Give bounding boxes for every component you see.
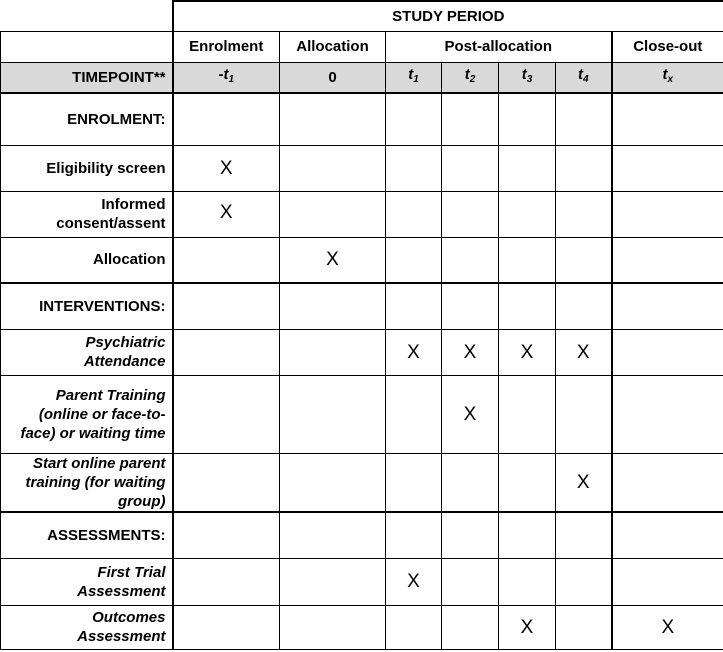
cell bbox=[173, 237, 280, 283]
cell bbox=[442, 283, 499, 329]
timepoint-enrolment-symbol: -t bbox=[218, 66, 229, 84]
cell bbox=[280, 375, 386, 453]
row-allocation bbox=[1, 237, 723, 283]
cell bbox=[280, 558, 386, 605]
cell bbox=[612, 329, 723, 375]
cell bbox=[612, 375, 723, 453]
cell bbox=[173, 283, 280, 329]
row-label-allocation: Allocation bbox=[1, 237, 173, 283]
row-first-trial-assessment bbox=[1, 558, 723, 605]
cell bbox=[556, 605, 612, 649]
phase-post-allocation: Post-allocation bbox=[386, 31, 612, 62]
cell bbox=[442, 453, 499, 512]
cell bbox=[612, 145, 723, 191]
timepoint-t2-sub: 2 bbox=[469, 74, 476, 86]
cell bbox=[386, 145, 442, 191]
timepoint-row bbox=[1, 62, 723, 93]
timepoint-t1-symbol: t bbox=[408, 66, 414, 84]
row-label-outcomes-assessment: Outcomes Assessment bbox=[1, 605, 173, 649]
timepoint-tx-sub: x bbox=[667, 74, 674, 86]
timepoint-t4-sub: 4 bbox=[582, 74, 589, 86]
cell bbox=[499, 375, 556, 453]
cell bbox=[442, 558, 499, 605]
cell bbox=[499, 237, 556, 283]
cell bbox=[442, 237, 499, 283]
timepoint-t1 bbox=[386, 62, 442, 93]
cell bbox=[612, 283, 723, 329]
cell bbox=[280, 283, 386, 329]
cell bbox=[173, 93, 280, 145]
cell bbox=[386, 605, 442, 649]
timepoint-enrolment bbox=[173, 62, 280, 93]
row-label-informed-consent: Informed consent/assent bbox=[1, 191, 173, 237]
timepoint-t2-symbol: t bbox=[464, 66, 470, 84]
cell bbox=[499, 145, 556, 191]
mark-psychiatric-t1: X bbox=[386, 329, 442, 375]
timepoint-tx-symbol: t bbox=[662, 66, 668, 84]
mark-first-trial-t1: X bbox=[386, 558, 442, 605]
mark-psychiatric-t3: X bbox=[499, 329, 556, 375]
timepoint-allocation: 0 bbox=[280, 62, 386, 93]
cell bbox=[499, 453, 556, 512]
row-psychiatric-attendance bbox=[1, 329, 723, 375]
cell bbox=[612, 453, 723, 512]
corner-cell bbox=[1, 1, 173, 31]
row-label-start-online-training: Start online parent training (for waiting group) bbox=[1, 453, 173, 512]
row-outcomes-assessment bbox=[1, 605, 723, 649]
cell bbox=[556, 512, 612, 558]
cell bbox=[442, 145, 499, 191]
timepoint-t4 bbox=[556, 62, 612, 93]
section-assessments-label: ASSESSMENTS: bbox=[1, 512, 173, 558]
timepoint-enrolment-sub: 1 bbox=[228, 74, 235, 86]
timepoint-t4-symbol: t bbox=[577, 66, 583, 84]
cell bbox=[612, 237, 723, 283]
cell bbox=[173, 453, 280, 512]
phase-close-out: Close-out bbox=[612, 31, 723, 62]
cell bbox=[499, 558, 556, 605]
phase-allocation: Allocation bbox=[280, 31, 386, 62]
mark-psychiatric-t2: X bbox=[442, 329, 499, 375]
cell bbox=[280, 605, 386, 649]
cell bbox=[280, 329, 386, 375]
mark-eligibility-enrolment: X bbox=[173, 145, 280, 191]
mark-outcomes-t3: X bbox=[499, 605, 556, 649]
cell bbox=[280, 512, 386, 558]
cell bbox=[556, 93, 612, 145]
cell bbox=[556, 375, 612, 453]
cell bbox=[386, 237, 442, 283]
cell bbox=[556, 237, 612, 283]
timepoint-t3-sub: 3 bbox=[526, 74, 533, 86]
cell bbox=[173, 375, 280, 453]
row-label-first-trial-assessment: First Trial Assessment bbox=[1, 558, 173, 605]
timepoint-t3-symbol: t bbox=[521, 66, 527, 84]
section-enrolment-row bbox=[1, 93, 723, 145]
cell bbox=[556, 558, 612, 605]
cell bbox=[386, 283, 442, 329]
study-period-header: STUDY PERIOD bbox=[173, 1, 723, 31]
phase-enrolment: Enrolment bbox=[173, 31, 280, 62]
cell bbox=[442, 605, 499, 649]
cell bbox=[173, 329, 280, 375]
cell bbox=[442, 93, 499, 145]
timepoint-label: TIMEPOINT** bbox=[1, 62, 173, 93]
phase-label-cell bbox=[1, 31, 173, 62]
cell bbox=[386, 191, 442, 237]
cell bbox=[499, 283, 556, 329]
mark-allocation-allocation: X bbox=[280, 237, 386, 283]
mark-start-online-t4: X bbox=[556, 453, 612, 512]
cell bbox=[386, 93, 442, 145]
cell bbox=[499, 512, 556, 558]
cell bbox=[612, 93, 723, 145]
cell bbox=[173, 512, 280, 558]
cell bbox=[173, 605, 280, 649]
section-interventions-row bbox=[1, 283, 723, 329]
phase-row bbox=[1, 31, 723, 62]
mark-outcomes-tx: X bbox=[612, 605, 723, 649]
cell bbox=[556, 145, 612, 191]
cell bbox=[499, 93, 556, 145]
mark-parent-training-t2: X bbox=[442, 375, 499, 453]
cell bbox=[386, 512, 442, 558]
cell bbox=[612, 558, 723, 605]
cell bbox=[442, 512, 499, 558]
cell bbox=[442, 191, 499, 237]
row-label-parent-training: Parent Training (online or face-to-face) or waiting time bbox=[1, 375, 173, 453]
section-interventions-label: INTERVENTIONS: bbox=[1, 283, 173, 329]
cell bbox=[556, 191, 612, 237]
row-informed-consent bbox=[1, 191, 723, 237]
timepoint-t2 bbox=[442, 62, 499, 93]
row-start-online-training bbox=[1, 453, 723, 512]
cell bbox=[612, 191, 723, 237]
study-period-row bbox=[1, 1, 723, 31]
row-label-eligibility-screen: Eligibility screen bbox=[1, 145, 173, 191]
row-parent-training bbox=[1, 375, 723, 453]
mark-consent-enrolment: X bbox=[173, 191, 280, 237]
cell bbox=[173, 558, 280, 605]
timepoint-tx bbox=[612, 62, 723, 93]
cell bbox=[280, 453, 386, 512]
cell bbox=[612, 512, 723, 558]
timepoint-t1-sub: 1 bbox=[413, 74, 419, 86]
cell bbox=[556, 283, 612, 329]
section-assessments-row bbox=[1, 512, 723, 558]
cell bbox=[386, 375, 442, 453]
cell bbox=[499, 191, 556, 237]
cell bbox=[386, 453, 442, 512]
cell bbox=[280, 93, 386, 145]
row-label-psychiatric-attendance: Psychiatric Attendance bbox=[1, 329, 173, 375]
row-eligibility-screen bbox=[1, 145, 723, 191]
cell bbox=[280, 191, 386, 237]
mark-psychiatric-t4: X bbox=[556, 329, 612, 375]
section-enrolment-label: ENROLMENT: bbox=[1, 93, 173, 145]
timepoint-t3 bbox=[499, 62, 556, 93]
cell bbox=[280, 145, 386, 191]
